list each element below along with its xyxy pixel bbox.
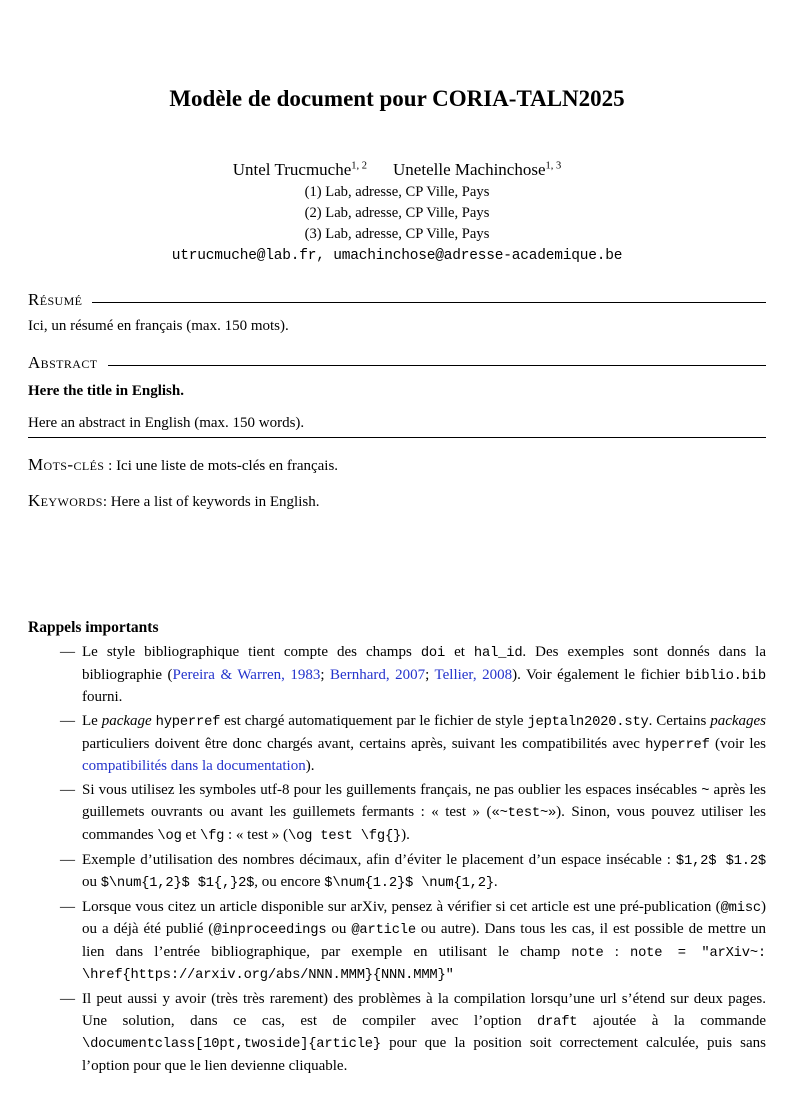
inline-code: @article (351, 923, 416, 939)
inline-link[interactable]: Tellier, 2008 (434, 666, 513, 683)
affiliation-line: (1) Lab, adresse, CP Ville, Pays (304, 184, 490, 200)
resume-section (28, 289, 766, 337)
author-1 (233, 160, 367, 179)
keywords-line (28, 490, 766, 514)
item-dash-marker: — (60, 991, 75, 1008)
inline-link[interactable]: compatibilités dans la documentation (82, 758, 306, 775)
item-text (82, 711, 766, 778)
mots-cles-text: Ici une liste de mots-clés en français. (116, 457, 339, 474)
inline-code: hyperref (645, 737, 710, 753)
emails-line: utrucmuche@lab.fr, umachinchose@adresse-academique.be (171, 248, 623, 264)
inline-code: @inproceedings (213, 923, 327, 939)
list-item (28, 711, 766, 778)
list-item (28, 780, 766, 848)
text-run: Si vous utilisez les symboles utf-8 pour les guillements français, ne pas oublier les espaces insécables (82, 781, 702, 798)
item-dash-marker: — (60, 781, 75, 798)
keywords-label: Keywords (28, 490, 103, 510)
text-run: package (101, 712, 152, 729)
list-item (28, 642, 766, 709)
list-item (28, 989, 766, 1077)
text-run: ). Sinon, vous pouvez utiliser les commandes (82, 804, 766, 843)
inline-code: hal_id (473, 646, 523, 662)
abstract-english-title: Here the title in English. (28, 382, 184, 399)
abstract-label: Abstract (28, 353, 98, 373)
inline-code: $1,2$ $1.2$ (675, 853, 767, 869)
text-run: . Des exemples sont donnés dans la bibliographie ( (82, 644, 766, 683)
abstract-header (28, 352, 766, 374)
text-run: : (603, 943, 631, 960)
text-run: ). Voir également le fichier (512, 666, 686, 683)
item-text (82, 989, 766, 1077)
text-run: ). (305, 758, 315, 775)
text-run: , ou encore (254, 874, 325, 891)
item-dash-marker: — (60, 851, 75, 868)
text-run: ou (82, 874, 101, 891)
inline-code: hyperref (155, 714, 221, 730)
item-text (82, 780, 766, 848)
author-2-superscript: 1, 3 (545, 160, 562, 172)
resume-text: Ici, un résumé en français (max. 150 mots). (28, 317, 289, 334)
item-dash-marker: — (60, 898, 75, 915)
abstract-text: Here an abstract in English (max. 150 words). (28, 413, 766, 438)
inline-code: note = "arXiv~: \href{https://arxiv.org/abs/NNN.MMM}{NNN.MMM}" (82, 945, 766, 984)
inline-code: \og (157, 828, 182, 844)
reminders-list (28, 642, 766, 1077)
inline-link[interactable]: Pereira & Warren, 1983 (172, 666, 321, 683)
list-item (28, 897, 766, 987)
resume-label: Résumé (28, 290, 83, 309)
author-2 (393, 160, 561, 179)
text-run: packages (710, 712, 766, 729)
reminders-heading: Rappels importants (28, 619, 159, 637)
inline-code: ~ (701, 783, 710, 799)
text-run: ajoutée à la commande (577, 1012, 766, 1029)
text-run: ou autre). Dans tous les cas, il est possible de mettre un lien dans l’entrée bibliographique, par exemple en utilisant le champ (82, 921, 766, 960)
item-dash-marker: — (60, 644, 75, 661)
item-text (82, 897, 766, 987)
inline-code: draft (536, 1014, 578, 1030)
inline-code: biblio.bib (685, 668, 766, 684)
text-run: est chargé automatiquement par le fichier de style (220, 712, 528, 729)
paper-title: Modèle de document pour CORIA-TALN2025 (169, 86, 625, 111)
inline-code: $\num{1,2}$ $1{,}2$ (100, 876, 255, 892)
inline-code: doi (420, 646, 446, 662)
inline-code: «~test~» (491, 806, 557, 822)
list-item (28, 850, 766, 895)
item-dash-marker: — (60, 712, 75, 729)
item-text (82, 642, 766, 709)
text-run: . (493, 874, 498, 891)
keywords-separator: : (102, 493, 111, 510)
text-run: particuliers doivent être donc chargés avant, certains après, suivant les compatibilités avec (82, 735, 646, 752)
inline-code: \fg (199, 828, 225, 844)
text-run: Lorsque vous citez un article disponible sur arXiv, pensez à vérifier si cet article est une pré-publication ( (82, 898, 721, 915)
author-1-superscript: 1, 2 (351, 160, 368, 172)
resume-header (28, 289, 766, 311)
text-run: fourni. (82, 689, 123, 706)
authors-line (28, 158, 766, 182)
text-run: ou (326, 921, 352, 938)
text-run: Exemple d’utilisation des nombres décimaux, afin d’éviter le placement d’un espace insécable : (82, 851, 676, 868)
affiliation-line: (2) Lab, adresse, CP Ville, Pays (304, 205, 490, 221)
text-run: ; (320, 666, 331, 683)
text-run: Il peut aussi y avoir (très très rarement) des problèmes à la compilation lorsqu’une url s’étend sur deux pages. Une solution, dans ce cas, est de compiler avec l’option (82, 991, 766, 1029)
inline-code: \documentclass[10pt,twoside]{article} (82, 1037, 381, 1053)
text-run: après les guillemets ouvrants ou avant les guillemets fermants : « test » ( (82, 781, 766, 821)
keywords-text: Here a list of keywords in English. (110, 493, 320, 510)
text-run: (voir les (709, 735, 766, 752)
inline-code: jeptaln2020.sty (527, 714, 649, 730)
mots-cles-label: Mots-clés (28, 454, 105, 474)
text-run: et (181, 826, 200, 843)
author-1-name: Untel Trucmuche (232, 160, 352, 179)
abstract-rule (108, 365, 767, 366)
text-run: ) ou a déjà été publié ( (82, 898, 766, 938)
mots-cles-separator: : (104, 457, 117, 474)
text-run: ; (425, 666, 435, 683)
text-run: : « test » ( (224, 826, 288, 843)
mots-cles-line (28, 454, 766, 478)
inline-code: @misc (720, 900, 761, 916)
inline-code: \og test \fg{} (287, 828, 402, 844)
affiliations-block (28, 182, 766, 245)
text-run: et (445, 644, 474, 661)
author-2-name: Unetelle Machinchose (393, 160, 546, 179)
text-run: pour que la position soit correctement calculée, puis sans l’option pour que le lien devienne cliquable. (82, 1035, 766, 1074)
resume-rule (92, 302, 766, 303)
text-run: Le style bibliographique tient compte des champs (82, 644, 421, 661)
item-text (82, 850, 766, 895)
abstract-section (28, 352, 766, 438)
inline-link[interactable]: Bernhard, 2007 (330, 666, 426, 683)
inline-code: note (571, 945, 604, 961)
inline-code: $\num{1.2}$ \num{1,2} (324, 876, 494, 892)
text-run: . Certains (648, 712, 711, 729)
text-run: Le (82, 712, 102, 729)
text-run: ). (401, 826, 410, 843)
affiliation-line: (3) Lab, adresse, CP Ville, Pays (304, 226, 490, 242)
